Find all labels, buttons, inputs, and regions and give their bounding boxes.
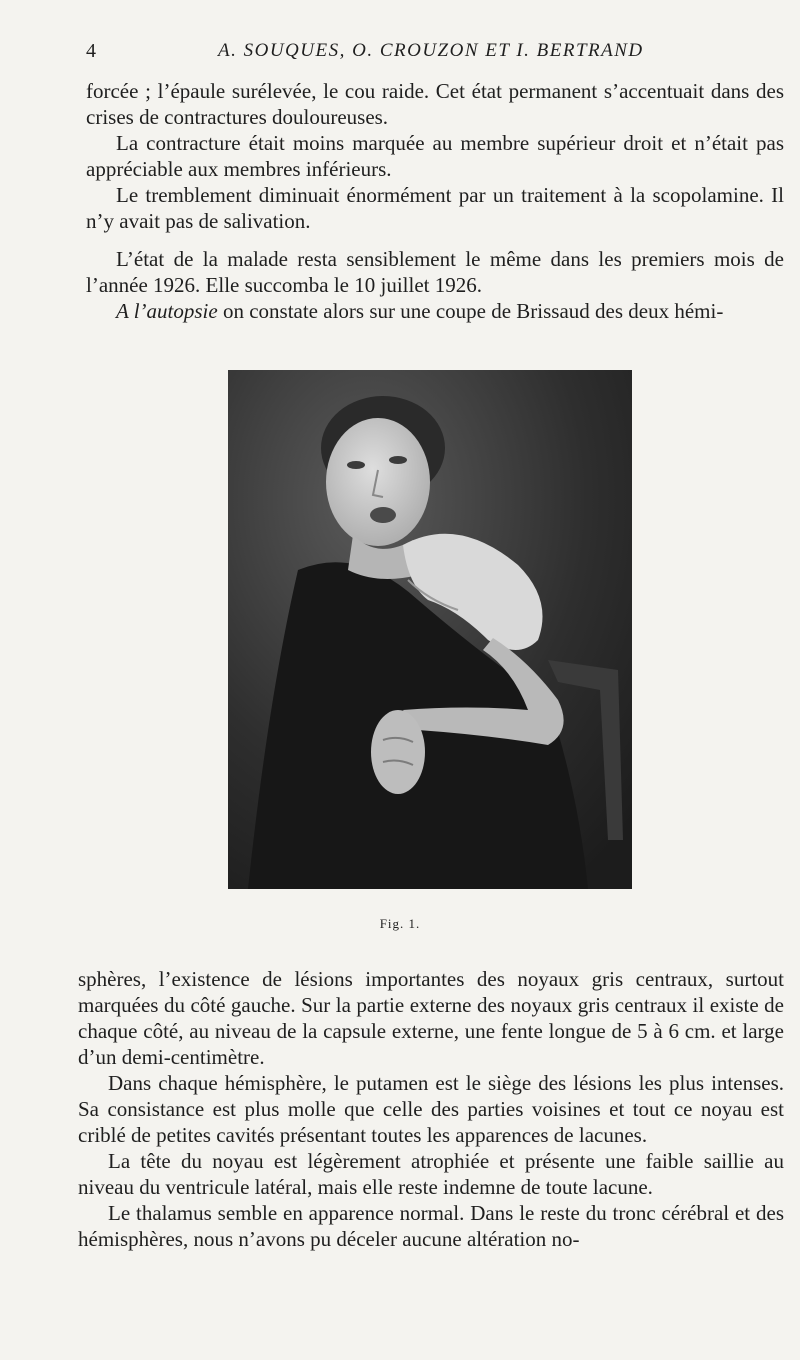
paragraph-autopsie <box>86 298 784 324</box>
figure-photograph <box>228 370 632 889</box>
paragraph-lesions: sphères, l’existence de lésions importantes des noyaux gris centraux, surtout marquées du côté gauche. Sur la partie externe des noyaux gris centraux il existe de chaque côté, au niveau de la capsule externe, une fente longue de 5 à 6 cm. et large d’un demi-centimètre. <box>78 967 784 1069</box>
paragraph-contracture: La contracture était moins marquée au membre supérieur droit et n’était pas appréciable aux membres inférieurs. <box>86 131 784 181</box>
paragraph-tete-noyau: La tête du noyau est légèrement atrophiée et présente une faible saillie au niveau du ventricule latéral, mais elle reste indemne de toute lacune. <box>78 1149 784 1199</box>
paragraph-etat: L’état de la malade resta sensiblement le même dans les premiers mois de l’année 1926. Elle succomba le 10 juillet 1926. <box>86 247 784 297</box>
autopsy-text: on constate alors sur une coupe de Brissaud des deux hémi- <box>217 299 724 323</box>
figure-caption: Fig. 1. <box>379 916 421 931</box>
paragraph-putamen: Dans chaque hémisphère, le putamen est le siège des lésions les plus intenses. Sa consistance est plus molle que celle des parties voisines et tout ce noyau est criblé de petites cavités présentant toutes les apparences de lacunes. <box>78 1071 784 1147</box>
paragraph-continuation: forcée ; l’épaule surélevée, le cou raide. Cet état permanent s’accentuait dans des crises de contractures douloureuses. <box>86 79 784 129</box>
top-text-block <box>86 78 784 324</box>
autopsy-italic-lead: A l’autopsie <box>116 299 218 323</box>
bottom-text-block <box>78 966 784 1252</box>
paragraph-thalamus: Le thalamus semble en apparence normal. Dans le reste du tronc cérébral et des hémisphères, nous n’avons pu déceler aucune altération no- <box>78 1201 784 1251</box>
page-header <box>86 40 776 68</box>
page-number: 4 <box>86 40 96 62</box>
running-head: A. SOUQUES, O. CROUZON ET I. BERTRAND <box>218 40 644 61</box>
patient-photo-illustration <box>228 370 632 889</box>
paragraph-tremblement: Le tremblement diminuait énormément par un traitement à la scopolamine. Il n’y avait pas de salivation. <box>86 183 784 233</box>
